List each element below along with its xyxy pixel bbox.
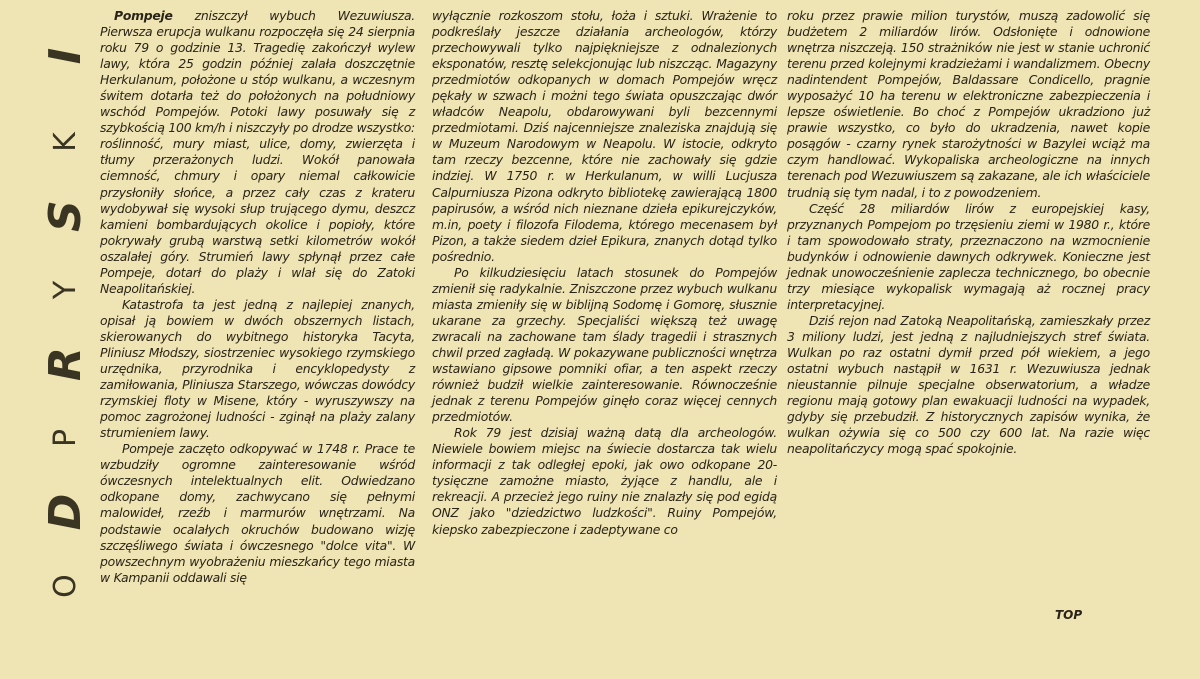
- paragraph: wyłącznie rozkoszom stołu, łoża i sztuki. Wrażenie to podkreślały jeszcze działania archeologów, którzy przechowywali tylko najpiękniejsze z odnalezionych eksponatów, resztę selekcjonując lub niszcząc. Magazyny przedmiotów odkopanych w domach Pompejów wręcz pękały w szwach i możni tego świata opuszczając dwór władców Neapolu, obdarowywani byli bezcennymi przedmiotami. Dziś najcenniejsze znaleziska znajdują się w Muzeum Narodowym w Neapolu. W istocie, odkryto tam rzeczy bezcenne, które nie zachowały się gdzie indziej. W 1750 r. w Herkulanum, w willi Lucjusza Calpurniusza Pizona odkryto bibliotekę zawierającą 1800 papirusów, a wśród nich nieznane dzieła epikurejczyków, m.in, poety i filozofa Filodema, którego mecenasem był Pizon, a także siedem dzieł Epikura, znanych dotąd tylko pośrednio.: [432, 8, 777, 264]
- side-letter: Y: [48, 280, 83, 300]
- paragraph: Rok 79 jest dzisiaj ważną datą dla archeologów. Niewiele bowiem miejsc na świecie dostarcza tak wielu informacji z tak odległej epoki, jak owo odkopane 20-tysięczne zamożne miasto, żyjące z handlu, ale i rekreacji. A przecież jego ruiny nie znalazły się pod egidą ONZ jako "dziedzictwo ludzkości". Ruiny Pompejów, kiepsko zabezpieczone i zadeptywane co: [432, 425, 777, 537]
- paragraph: Katastrofa ta jest jedną z najlepiej znanych, opisał ją bowiem w dwóch obszernych listach, skierowanych do wybitnego historyka Tacyta, Pliniusz Młodszy, siostrzeniec wysokiego rzymskiego urzędnika, przyrodnika i encyklopedysty z zamiłowania, Pliniusza Starszego, wówczas dowódcy rzymskiej floty w Misene, który - wyruszywszy na pomoc zagrożonej ludności - zginął na plaży zalany strumieniem lawy.: [100, 296, 415, 441]
- article-column-1: [100, 8, 415, 586]
- paragraph: Po kilkudziesięciu latach stosunek do Pompejów zmienił się radykalnie. Zniszczone przez wybuch wulkanu miasta zmieniły się w biblijną Sodomę i Gomorę, słusznie ukarane za grzechy. Specjaliści większą też uwagę zwracali na zachowane tam ślady tragedii i strasznych chwil przed zagładą. W pokazywane publiczności wnętrza wstawiano gipsowe pomniki ofiar, a ten aspekt rzeczy również budził wielkie zainteresowanie. Równocześnie jednak z terenu Pompejów ginęło coraz więcej cennych przedmiotów.: [432, 264, 777, 425]
- lead-word: Pompeje: [114, 8, 173, 23]
- side-letter: K: [48, 132, 83, 152]
- side-letter: R: [40, 347, 91, 381]
- paragraph: Część 28 miliardów lirów z europejskiej kasy, przyznanych Pompejom po trzęsieniu ziemi w 1980 r., które i tam spowodowało straty, przeznaczono na wzmocnienie budynków i odnowienie dawnych odkrywek. Konieczne jest jednak unowocześnienie zaplecza technicznego, bo obecnie trzy miesiące wykopalisk wymagają aż rocznej pracy interpretacyjnej.: [787, 200, 1150, 312]
- paragraph: Dziś rejon nad Zatoką Neapolitańską, zamieszkały przez 3 miliony ludzi, jest jedną z najludniejszych stref świata. Wulkan po raz ostatni dymił przed pół wiekiem, a jego ostatni wybuch nastąpił w 1631 r. Wezuwiusza jednak nieustannie pilnuje specjalne obserwatorium, a władze regionu mają gotowy plan ewakuacji ludności na wypadek, gdyby się przebudził. Z historycznych zapisów wynika, że wulkan ożywia się co 500 czy 600 lat. Na razie więc neapolitańczycy mogą spać spokojnie.: [787, 312, 1150, 457]
- side-letter: O: [48, 574, 83, 598]
- side-letter: S: [40, 200, 91, 232]
- article-column-2: [432, 8, 777, 538]
- paragraph-text: zniszczył wybuch Wezuwiusza. Pierwsza erupcja wulkanu rozpoczęła się 24 sierpnia roku 79 o godzinie 13. Tragedię zakończył wylew lawy, która 25 godzin później zalała doszczętnie Herkulanum, położone u stóp wulkanu, a wczesnym świtem dotarła też do położonych na południowy wschód Pompejów. Potoki lawy posuwały się z szybkością 100 km/h i niszczyły po drodze wszystko: roślinność, mury miast, ulice, domy, zwierzęta i tłumy przerażonych ludzi. Wokół panowała ciemność, chmury i opary niemal całkowicie przysłoniły słońce, a przez cały czas z krateru wydobywał się wysoki słup trującego dymu, deszcz kamieni bombardujących okolice i popioły, które pokrywały grubą warstwą setki kilometrów wokół oszalałej góry. Strumień lawy spłynął przez całe Pompeje, dotarł do plaży i wlał się do Zatoki Neapolitańskiej.: [100, 8, 415, 296]
- paragraph: Pompeje zaczęto odkopywać w 1748 r. Prace te wzbudziły ogromne zainteresowanie wśród ówczesnych intelektualnych elit. Odwiedzano odkopane domy, zachwycano się pełnymi malowideł, rzeźb i marmurów wnętrzami. Na podstawie ocalałych okruchów budowano wizję szczęśliwego świata i ówczesnego "dolce vita". W powszechnym wyobrażeniu mieszkańcy tego miasta w Kampanii oddawali się: [100, 441, 415, 585]
- side-letter: P: [48, 428, 83, 448]
- side-title-odpryski: [40, 12, 91, 612]
- paragraph: roku przez prawie milion turystów, muszą zadowolić się budżetem 2 miliardów lirów. Odsłonięte i odnowione wnętrza niszczeją. 150 strażników nie jest w stanie uchronić terenu przed kolejnymi kradzieżami i wandalizmem. Obecny nadintendent Pompejów, Baldassare Condicello, pragnie wyposażyć 10 ha terenu w elektroniczne zabezpieczenia i lepsze oświetlenie. Bo choć z Pompejów ukradziono już prawie wszystko, co było do ukradzenia, nawet kopie posągów - czarny rynek starożytności w Bazylei wciąż ma czym handlować. Wykopaliska archeologiczne na innych terenach pod Wezuwiuszem są zakazane, ale ich właściciele trudnią się tym nadal, i to z powodzeniem.: [787, 8, 1150, 200]
- side-letter: D: [40, 493, 91, 531]
- paragraph: [100, 8, 415, 297]
- side-letter: I: [40, 47, 91, 65]
- article-column-3: [787, 8, 1150, 457]
- author-signature: TOP: [1055, 608, 1083, 622]
